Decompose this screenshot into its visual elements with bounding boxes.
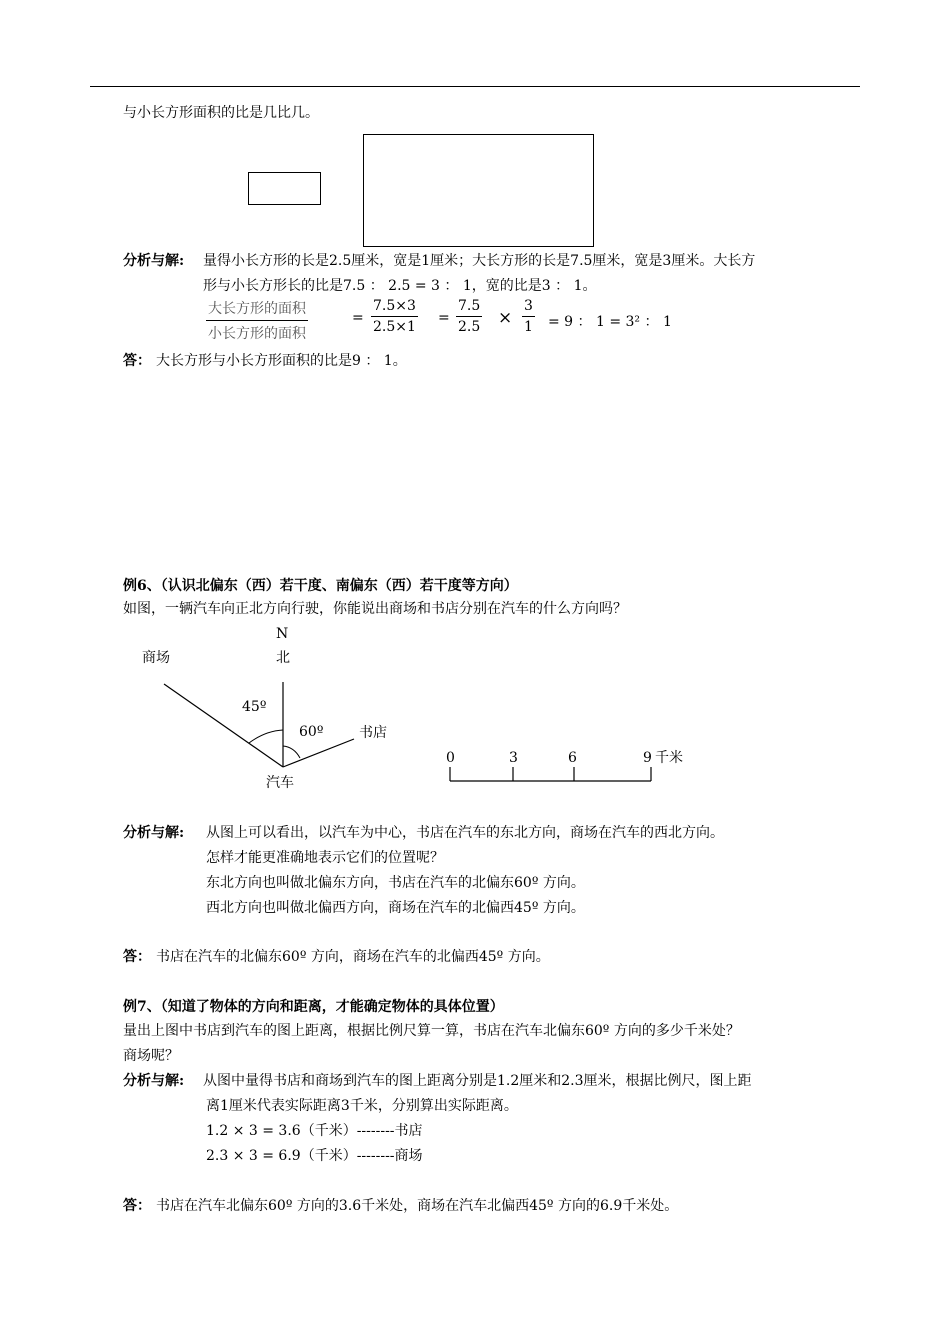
angle-bookstore-label: 60º (299, 724, 324, 740)
ex6-answer-text: 书店在汽车的北偏东60º 方向，商场在汽车的北偏西45º 方向。 (156, 949, 550, 965)
ex7-calc-bookstore: 1.2 × 3 = 3.6（千米）--------书店 (206, 1123, 423, 1139)
angle-bookstore-arc (283, 746, 300, 758)
ex5-answer-text: 大长方形与小长方形面积的比是9 ： 1。 (156, 353, 407, 369)
ex7-title: 例7、（知道了物体的方向和距离，才能确定物体的具体位置） (123, 999, 504, 1015)
scale-tick-label: 6 (568, 750, 577, 766)
ex6-analysis-line: 怎样才能更准确地表示它们的位置呢？ (206, 850, 444, 866)
formula-result: = 9 ： 1 = 3² ： 1 (548, 314, 672, 330)
formula-equals: = (352, 310, 364, 326)
bookstore-direction-line (283, 739, 354, 767)
intro-line: 与小长方形面积的比是几比几。 (123, 105, 319, 121)
formula-fraction-product (371, 298, 418, 335)
scale-tick-label: 3 (509, 750, 518, 766)
ex7-question-line-1: 量出上图中书店到汽车的图上距离，根据比例尺算一算，书店在汽车北偏东60º 方向的多少千米处？ (123, 1023, 740, 1039)
formula-fraction-width (522, 298, 535, 335)
ex7-question-line-2: 商场呢？ (123, 1048, 179, 1064)
fraction-denominator: 1 (524, 319, 533, 335)
formula-fraction-length (456, 298, 482, 335)
fraction-denominator: 小长方形的面积 (208, 326, 306, 342)
fraction-numerator: 7.5 (456, 298, 482, 317)
ex7-analysis-line-2: 离1厘米代表实际距离3千米，分别算出实际距离。 (206, 1098, 518, 1114)
north-label: 北 (276, 650, 290, 666)
ex7-answer-text: 书店在汽车北偏东60º 方向的3.6千米处，商场在汽车北偏西45º 方向的6.9千米处。 (156, 1198, 679, 1214)
fraction-numerator: 大长方形的面积 (206, 298, 308, 321)
ex6-analysis-line: 西北方向也叫做北偏西方向，商场在汽车的北偏西45º 方向。 (206, 900, 585, 916)
ex5-analysis-line-2: 形与小长方形长的比是7.5 ： 2.5 = 3 ： 1，宽的比是3 ： 1。 (203, 278, 597, 294)
fraction-numerator: 7.5×3 (371, 298, 418, 317)
ex6-analysis-line: 东北方向也叫做北偏东方向，书店在汽车的北偏东60º 方向。 (206, 875, 585, 891)
mall-direction-line (164, 684, 283, 767)
n-label: N (276, 626, 289, 642)
scale-tick-label: 9 (643, 750, 652, 766)
ex5-analysis-label: 分析与解: (123, 253, 185, 269)
angle-mall-label: 45º (242, 699, 267, 715)
ex5-analysis-line-1: 量得小长方形的长是2.5厘米，宽是1厘米；大长方形的长是7.5厘米，宽是3厘米。大长方 (203, 253, 756, 269)
formula-equals: = (438, 310, 450, 326)
ex6-analysis-line: 从图上可以看出，以汽车为中心，书店在汽车的东北方向，商场在汽车的西北方向。 (206, 825, 724, 841)
ex6-title: 例6、（认识北偏东（西）若干度、南偏东（西）若干度等方向） (123, 578, 518, 594)
scale-tick-label: 0 (446, 750, 455, 766)
scale-unit: 千米 (655, 750, 683, 766)
small-rectangle (248, 172, 321, 205)
ex7-analysis-label: 分析与解: (123, 1073, 185, 1089)
bookstore-label: 书店 (359, 725, 387, 741)
direction-diagram (0, 615, 950, 800)
large-rectangle (363, 134, 594, 247)
car-label: 汽车 (266, 775, 294, 791)
fraction-denominator: 2.5 (458, 319, 481, 335)
fraction-numerator: 3 (522, 298, 535, 317)
header-rule (90, 86, 860, 87)
ex6-analysis-label: 分析与解: (123, 825, 185, 841)
formula-times: × (498, 308, 513, 328)
formula-fraction-area (206, 298, 308, 343)
mall-label: 商场 (142, 650, 170, 666)
ex7-analysis-line-1: 从图中量得书店和商场到汽车的图上距离分别是1.2厘米和2.3厘米，根据比例尺，图上距 (203, 1073, 752, 1089)
ex6-question: 如图，一辆汽车向正北方向行驶，你能说出商场和书店分别在汽车的什么方向吗？ (123, 601, 627, 617)
ex7-calc-mall: 2.3 × 3 = 6.9（千米）--------商场 (206, 1148, 423, 1164)
ex7-answer-label: 答： (123, 1198, 151, 1214)
angle-mall-arc (249, 730, 283, 743)
ex5-answer-label: 答： (123, 353, 151, 369)
fraction-denominator: 2.5×1 (373, 319, 416, 335)
ex6-answer-label: 答： (123, 949, 151, 965)
